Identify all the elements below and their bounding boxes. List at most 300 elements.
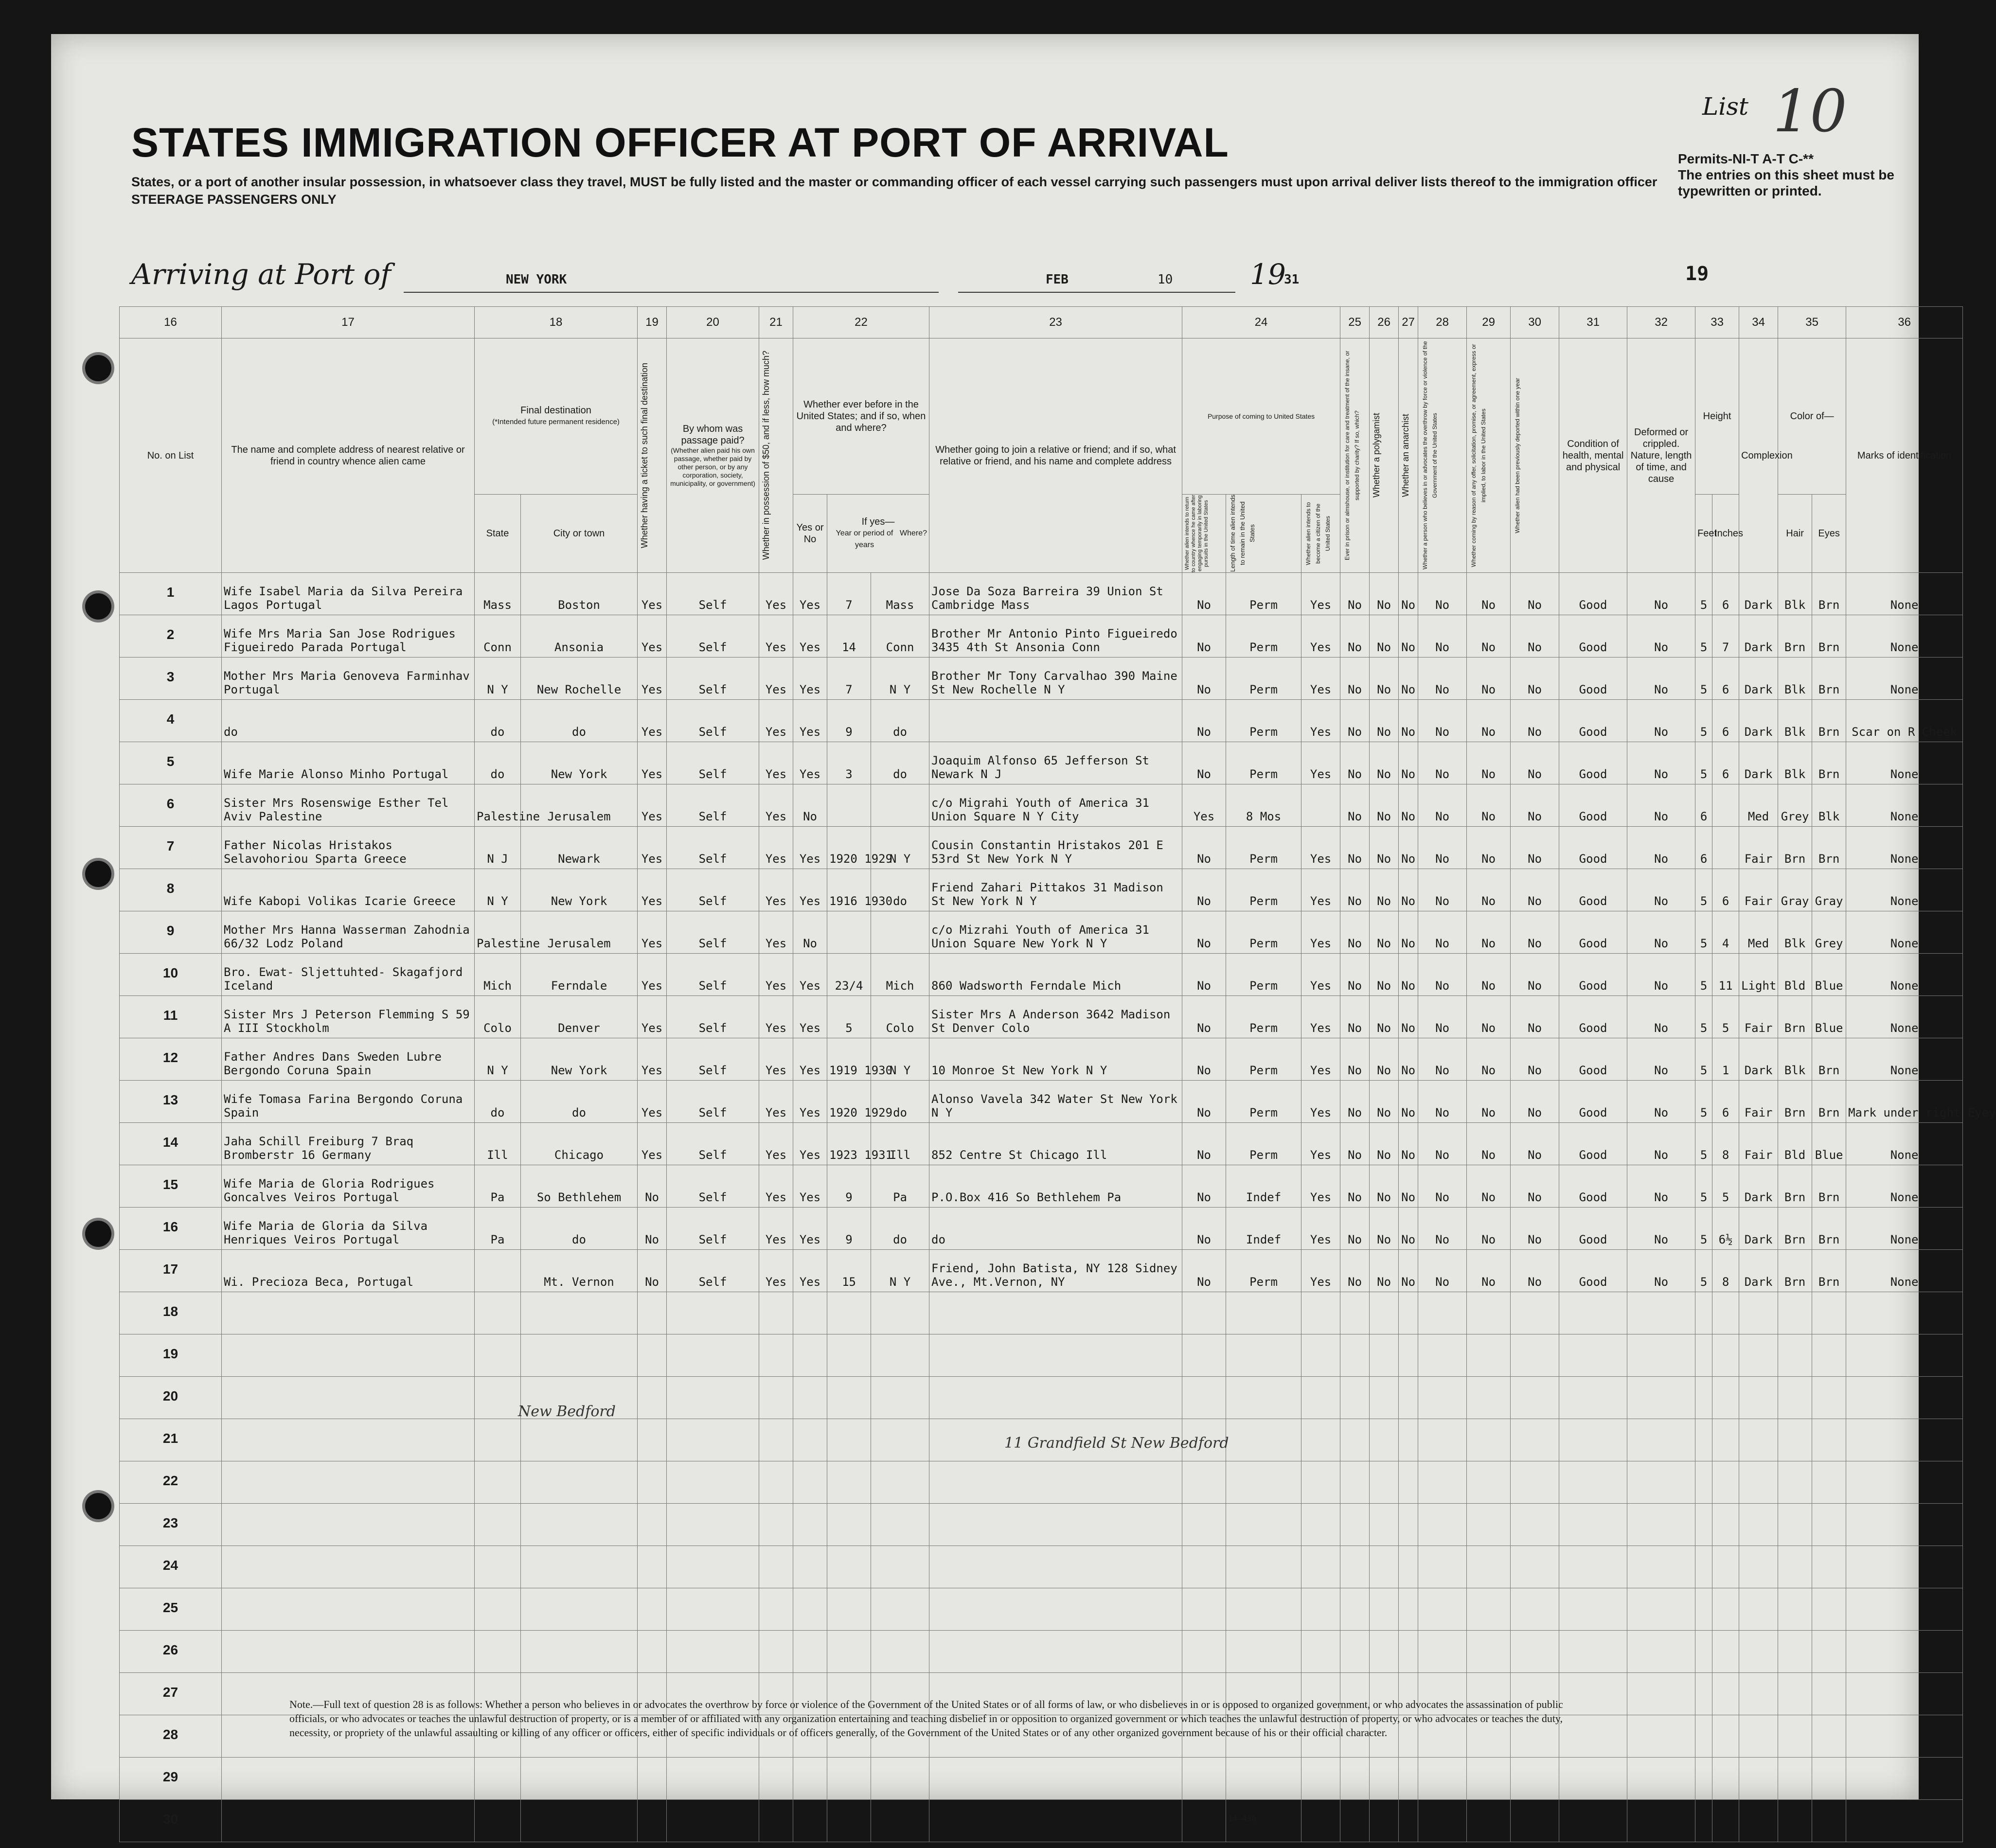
col-num: 22 — [793, 307, 929, 338]
port-value: NEW YORK — [506, 272, 567, 287]
table-row — [120, 1123, 1963, 1165]
cell-ft: 6 — [1695, 827, 1712, 869]
cell-join — [929, 1377, 1182, 1419]
cell-hair: Brn — [1778, 1165, 1812, 1208]
cell-period: 9 — [827, 1165, 871, 1208]
cell-eyes: Brn — [1812, 1208, 1846, 1250]
cell-comp: Med — [1739, 911, 1778, 954]
cell-c30 — [1511, 1292, 1559, 1334]
cell-c29: No — [1467, 615, 1511, 657]
table-row — [120, 742, 1963, 784]
cell-ticket — [638, 1758, 667, 1800]
cell-health — [1559, 1546, 1627, 1588]
cell-state: Palestine — [475, 784, 521, 827]
cell-paid: Self — [667, 1165, 759, 1208]
cell-yn: Yes — [793, 1165, 827, 1208]
prison-label: Ever in prison or almshouse, or institution for care and treatment of the insane, or supported by charity? If so, which? — [1344, 351, 1361, 560]
cell-period — [827, 1377, 871, 1419]
cell-c30 — [1511, 1504, 1559, 1546]
cell-where: Ill — [871, 1123, 929, 1165]
cell-city: Ansonia — [521, 615, 638, 657]
cell-ft: 5 — [1695, 954, 1712, 996]
cell-money: Yes — [759, 827, 793, 869]
cell-join — [929, 1758, 1182, 1800]
cell-c30: No — [1511, 615, 1559, 657]
cell-in: 4 — [1712, 911, 1739, 954]
cell-temp — [1182, 1461, 1226, 1504]
cell-anar: No — [1399, 827, 1418, 869]
cell-marks — [1846, 1504, 1963, 1546]
cell-c28 — [1418, 1504, 1467, 1546]
cell-state — [475, 1292, 521, 1334]
cell-hair: Grey — [1778, 784, 1812, 827]
cell-prison: No — [1340, 615, 1370, 657]
cell-health: Good — [1559, 1038, 1627, 1081]
cell-ticket: Yes — [638, 1081, 667, 1123]
cell-yn: Yes — [793, 1123, 827, 1165]
cell-join — [929, 1800, 1182, 1842]
cell-city — [521, 1504, 638, 1546]
cell-length: Indef — [1226, 1208, 1301, 1250]
cell-state: Ill — [475, 1123, 521, 1165]
cell-anar: No — [1399, 1250, 1418, 1292]
cell-c28 — [1418, 1588, 1467, 1631]
cell-paid: Self — [667, 1081, 759, 1123]
cell-c29: No — [1467, 1208, 1511, 1250]
cell-state: do — [475, 1081, 521, 1123]
cell-in: 7 — [1712, 615, 1739, 657]
cell-prison — [1340, 1292, 1370, 1334]
cell-ticket: Yes — [638, 954, 667, 996]
cell-period — [827, 911, 871, 954]
cell-state — [475, 1758, 521, 1800]
cell-anar — [1399, 1758, 1418, 1800]
cell-rel: Wife Maria de Gloria da Silva Henriques Veiros Portugal — [222, 1208, 475, 1250]
cell-c28: No — [1418, 1208, 1467, 1250]
table-row — [120, 1631, 1963, 1673]
cell-paid — [667, 1334, 759, 1377]
cell-n: 28 — [120, 1715, 222, 1758]
cell-marks: None — [1846, 827, 1963, 869]
cell-hair: Brn — [1778, 1250, 1812, 1292]
cell-temp: No — [1182, 996, 1226, 1038]
cell-join: 10 Monroe St New York N Y — [929, 1038, 1182, 1081]
cell-n: 23 — [120, 1504, 222, 1546]
cell-prison: No — [1340, 996, 1370, 1038]
cell-join: do — [929, 1208, 1182, 1250]
cell-length — [1226, 1334, 1301, 1377]
final-destination-label: Final destination — [520, 405, 591, 416]
cell-c30 — [1511, 1377, 1559, 1419]
cell-cit: Yes — [1301, 827, 1340, 869]
cell-c29: No — [1467, 1165, 1511, 1208]
before-us-label: Whether ever before in the United States; and if so, when and where? — [796, 399, 926, 433]
cell-poly: No — [1370, 573, 1399, 615]
cell-ticket — [638, 1504, 667, 1546]
cell-eyes: Gray — [1812, 869, 1846, 911]
cell-temp: No — [1182, 615, 1226, 657]
col-num: 25 — [1340, 307, 1370, 338]
cell-c28: No — [1418, 1250, 1467, 1292]
cell-eyes: Grey — [1812, 911, 1846, 954]
cell-period: 15 — [827, 1250, 871, 1292]
header-c30 — [1511, 338, 1559, 573]
cell-eyes: Brn — [1812, 827, 1846, 869]
cell-ft — [1695, 1715, 1712, 1758]
cell-comp — [1739, 1715, 1778, 1758]
cell-deform — [1627, 1758, 1695, 1800]
cell-money: Yes — [759, 954, 793, 996]
cell-anar: No — [1399, 996, 1418, 1038]
cell-state — [475, 1419, 521, 1461]
cell-ticket: Yes — [638, 742, 667, 784]
cell-comp: Med — [1739, 784, 1778, 827]
cell-paid: Self — [667, 615, 759, 657]
cell-deform: No — [1627, 1081, 1695, 1123]
cell-cit: Yes — [1301, 615, 1340, 657]
cell-hair: Gray — [1778, 869, 1812, 911]
table-row — [120, 1165, 1963, 1208]
cell-marks: None — [1846, 573, 1963, 615]
header-height: Height — [1695, 338, 1739, 495]
cell-c28 — [1418, 1631, 1467, 1673]
cell-cit: Yes — [1301, 996, 1340, 1038]
cell-city: So Bethlehem — [521, 1165, 638, 1208]
cell-poly — [1370, 1504, 1399, 1546]
cell-city: Mt. Vernon — [521, 1250, 638, 1292]
cell-money: Yes — [759, 869, 793, 911]
cell-period — [827, 1631, 871, 1673]
rule — [958, 292, 1235, 293]
cell-deform: No — [1627, 700, 1695, 742]
cell-temp: Yes — [1182, 784, 1226, 827]
cell-state: do — [475, 742, 521, 784]
manifest-sheet — [51, 34, 1996, 1827]
cell-state — [475, 1250, 521, 1292]
cell-marks — [1846, 1800, 1963, 1842]
cell-yn — [793, 1504, 827, 1546]
cell-state — [475, 1377, 521, 1419]
passage-note: (Whether alien paid his own passage, whether paid by other person, or by any corporation, society, municipality, or government) — [670, 446, 755, 487]
cell-c29 — [1467, 1588, 1511, 1631]
cell-c28: No — [1418, 1165, 1467, 1208]
intro-line-1: States, or a port of another insular possession, in whatsoever class they travel, MUST be fully listed and the master or commanding officer of each vessel carrying such passengers must upon arrival deliver lists thereof to the immigration officer — [131, 175, 1657, 189]
cell-comp: Dark — [1739, 615, 1778, 657]
cell-anar: No — [1399, 911, 1418, 954]
cell-ft — [1695, 1419, 1712, 1461]
cell-state: Colo — [475, 996, 521, 1038]
cell-length: 8 Mos — [1226, 784, 1301, 827]
cell-eyes: Brn — [1812, 1038, 1846, 1081]
col-num: 26 — [1370, 307, 1399, 338]
cell-city: New York — [521, 742, 638, 784]
cell-yn: Yes — [793, 1038, 827, 1081]
passage-label: By whom was passage paid? — [681, 424, 745, 446]
cell-cit: Yes — [1301, 1081, 1340, 1123]
cell-money: Yes — [759, 996, 793, 1038]
cell-rel: Wife Kabopi Volikas Icarie Greece — [222, 869, 475, 911]
cell-marks: None — [1846, 869, 1963, 911]
c28-label: Whether a person who believes in or advocates the overthrow by force or violence of the Government of the United States — [1422, 341, 1439, 570]
cell-length: Perm — [1226, 657, 1301, 700]
header-final-destination — [475, 338, 638, 495]
cell-length: Indef — [1226, 1165, 1301, 1208]
cell-join — [929, 1546, 1182, 1588]
cell-marks — [1846, 1334, 1963, 1377]
cell-c30: No — [1511, 573, 1559, 615]
cell-prison: No — [1340, 742, 1370, 784]
cell-eyes — [1812, 1292, 1846, 1334]
col-num: 29 — [1467, 307, 1511, 338]
cell-join — [929, 700, 1182, 742]
cell-state — [475, 1461, 521, 1504]
cell-health — [1559, 1419, 1627, 1461]
cell-marks: None — [1846, 742, 1963, 784]
cell-poly: No — [1370, 1123, 1399, 1165]
cell-length: Perm — [1226, 742, 1301, 784]
cell-money: Yes — [759, 1081, 793, 1123]
cell-paid — [667, 1800, 759, 1842]
header-prison — [1340, 338, 1370, 573]
cell-rel: Sister Mrs Rosenswige Esther Tel Aviv Palestine — [222, 784, 475, 827]
cell-where: Mich — [871, 954, 929, 996]
where-label: Where? — [900, 529, 927, 537]
cell-marks: None — [1846, 1208, 1963, 1250]
cell-join: Sister Mrs A Anderson 3642 Madison St Denver Colo — [929, 996, 1182, 1038]
cell-n: 30 — [120, 1800, 222, 1842]
table-row — [120, 1081, 1963, 1123]
cell-deform: No — [1627, 573, 1695, 615]
cell-rel: Father Andres Dans Sweden Lubre Bergondo Coruna Spain — [222, 1038, 475, 1081]
c30-label: Whether alien had been previously deported within one year — [1514, 377, 1521, 533]
cell-yn: Yes — [793, 657, 827, 700]
cell-prison: No — [1340, 657, 1370, 700]
col-num: 16 — [120, 307, 222, 338]
cell-in: 5 — [1712, 996, 1739, 1038]
cell-ticket: Yes — [638, 657, 667, 700]
cell-rel — [222, 1461, 475, 1504]
cell-money: Yes — [759, 700, 793, 742]
cell-comp: Fair — [1739, 1123, 1778, 1165]
cell-cit — [1301, 1546, 1340, 1588]
cell-yn: Yes — [793, 700, 827, 742]
cell-deform — [1627, 1546, 1695, 1588]
cell-health: Good — [1559, 657, 1627, 700]
cell-anar — [1399, 1588, 1418, 1631]
cell-temp — [1182, 1504, 1226, 1546]
cell-deform: No — [1627, 784, 1695, 827]
cell-marks — [1846, 1588, 1963, 1631]
cell-n: 3 — [120, 657, 222, 700]
cell-deform: No — [1627, 869, 1695, 911]
cell-comp: Dark — [1739, 657, 1778, 700]
cell-c30 — [1511, 1419, 1559, 1461]
cell-money — [759, 1800, 793, 1842]
cell-rel: Mother Mrs Maria Genoveva Farminhav Portugal — [222, 657, 475, 700]
cell-where — [871, 1334, 929, 1377]
cell-anar: No — [1399, 784, 1418, 827]
cell-ticket — [638, 1800, 667, 1842]
cell-c29 — [1467, 1334, 1511, 1377]
cell-temp — [1182, 1800, 1226, 1842]
cell-yn — [793, 1800, 827, 1842]
cell-where — [871, 1631, 929, 1673]
cell-in — [1712, 1461, 1739, 1504]
cell-ft: 5 — [1695, 911, 1712, 954]
cell-marks: None — [1846, 1038, 1963, 1081]
polygamist-label: Whether a polygamist — [1372, 413, 1382, 498]
cell-in: 1 — [1712, 1038, 1739, 1081]
cell-period: 1916 1930 — [827, 869, 871, 911]
cell-cit: Yes — [1301, 1208, 1340, 1250]
cell-join: Friend, John Batista, NY 128 Sidney Ave., Mt.Vernon, NY — [929, 1250, 1182, 1292]
cell-marks — [1846, 1715, 1963, 1758]
cell-in — [1712, 1334, 1739, 1377]
cell-period: 1920 1929 — [827, 1081, 871, 1123]
cell-c28: No — [1418, 700, 1467, 742]
cell-poly: No — [1370, 615, 1399, 657]
cell-deform — [1627, 1419, 1695, 1461]
header-money — [759, 338, 793, 573]
cell-where: Mass — [871, 573, 929, 615]
cell-c30: No — [1511, 1081, 1559, 1123]
cell-rel — [222, 1419, 475, 1461]
cell-poly: No — [1370, 869, 1399, 911]
cell-health: Good — [1559, 1081, 1627, 1123]
cell-rel: Wife Maria de Gloria Rodrigues Goncalves Veiros Portugal — [222, 1165, 475, 1208]
cell-c29: No — [1467, 700, 1511, 742]
cell-money: Yes — [759, 1250, 793, 1292]
cell-poly — [1370, 1800, 1399, 1842]
intro-line-2: STEERAGE PASSENGERS ONLY — [131, 192, 337, 207]
cell-anar: No — [1399, 573, 1418, 615]
cell-in — [1712, 1419, 1739, 1461]
cell-ticket: Yes — [638, 700, 667, 742]
cell-deform — [1627, 1631, 1695, 1673]
cell-c28: No — [1418, 954, 1467, 996]
cell-rel: Sister Mrs J Peterson Flemming S 59 A III Stockholm — [222, 996, 475, 1038]
cell-state: Conn — [475, 615, 521, 657]
manifest-rows — [120, 573, 1996, 1842]
list-number: 10 — [1773, 78, 1847, 145]
cell-marks — [1846, 1292, 1963, 1334]
cell-paid: Self — [667, 573, 759, 615]
cell-marks: Mark under right Eyey — [1846, 1081, 1963, 1123]
cell-period: 1919 1930 — [827, 1038, 871, 1081]
cell-eyes — [1812, 1758, 1846, 1800]
cell-n: 10 — [120, 954, 222, 996]
cell-length: Perm — [1226, 573, 1301, 615]
cell-in — [1712, 1631, 1739, 1673]
cell-length — [1226, 1504, 1301, 1546]
cell-ft: 5 — [1695, 1250, 1712, 1292]
cell-c28 — [1418, 1546, 1467, 1588]
cell-money: Yes — [759, 784, 793, 827]
cell-paid: Self — [667, 657, 759, 700]
cell-health — [1559, 1758, 1627, 1800]
cell-n: 25 — [120, 1588, 222, 1631]
cell-period: 5 — [827, 996, 871, 1038]
cell-c28: No — [1418, 911, 1467, 954]
cell-anar — [1399, 1292, 1418, 1334]
cell-poly: No — [1370, 1250, 1399, 1292]
cell-where — [871, 1800, 929, 1842]
cell-rel — [222, 1758, 475, 1800]
cell-paid — [667, 1758, 759, 1800]
cell-temp — [1182, 1758, 1226, 1800]
cell-length: Perm — [1226, 827, 1301, 869]
cell-paid: Self — [667, 911, 759, 954]
cell-yn — [793, 1334, 827, 1377]
col-num: 18 — [475, 307, 638, 338]
cell-hair — [1778, 1419, 1812, 1461]
cell-period: 1920 1929 — [827, 827, 871, 869]
cell-comp: Dark — [1739, 742, 1778, 784]
cell-prison — [1340, 1800, 1370, 1842]
cell-paid: Self — [667, 1123, 759, 1165]
col-num: 23 — [929, 307, 1182, 338]
cell-period — [827, 1419, 871, 1461]
cell-where: do — [871, 1081, 929, 1123]
cell-marks — [1846, 1758, 1963, 1800]
header-row — [120, 338, 1963, 495]
cell-ticket: Yes — [638, 615, 667, 657]
cell-anar: No — [1399, 657, 1418, 700]
cell-hair: Brn — [1778, 615, 1812, 657]
cell-in — [1712, 1588, 1739, 1631]
cell-cit — [1301, 1292, 1340, 1334]
cell-state: N Y — [475, 869, 521, 911]
cell-in — [1712, 784, 1739, 827]
cell-c28 — [1418, 1334, 1467, 1377]
cell-city: New York — [521, 1038, 638, 1081]
header-deformed: Deformed or crippled. Nature, length of time, and cause — [1627, 338, 1695, 573]
header-color-of: Color of— — [1778, 338, 1846, 495]
cell-city: Chicago — [521, 1123, 638, 1165]
cell-paid: Self — [667, 1208, 759, 1250]
cell-in: 6 — [1712, 573, 1739, 615]
cell-c29: No — [1467, 742, 1511, 784]
header-passage — [667, 338, 759, 573]
cell-n: 29 — [120, 1758, 222, 1800]
cell-cit — [1301, 1461, 1340, 1504]
cell-temp: No — [1182, 1165, 1226, 1208]
cell-poly: No — [1370, 954, 1399, 996]
cell-ticket: No — [638, 1250, 667, 1292]
cell-city: Jerusalem — [521, 784, 638, 827]
cell-prison: No — [1340, 827, 1370, 869]
cell-poly — [1370, 1588, 1399, 1631]
cell-n: 7 — [120, 827, 222, 869]
cell-rel: Wife Tomasa Farina Bergondo Coruna Spain — [222, 1081, 475, 1123]
header-polygamist — [1370, 338, 1399, 573]
cell-poly — [1370, 1758, 1399, 1800]
cell-deform — [1627, 1292, 1695, 1334]
cell-comp: Fair — [1739, 827, 1778, 869]
cell-where — [871, 1292, 929, 1334]
table-row — [120, 1461, 1963, 1504]
list-label: List — [1702, 92, 1748, 121]
cell-period — [827, 1292, 871, 1334]
rule — [404, 292, 939, 293]
cell-ft: 5 — [1695, 1123, 1712, 1165]
table-row — [120, 1250, 1963, 1292]
cell-rel — [222, 1588, 475, 1631]
cell-yn: No — [793, 911, 827, 954]
cell-deform — [1627, 1334, 1695, 1377]
cell-temp: No — [1182, 911, 1226, 954]
table-row — [120, 996, 1963, 1038]
